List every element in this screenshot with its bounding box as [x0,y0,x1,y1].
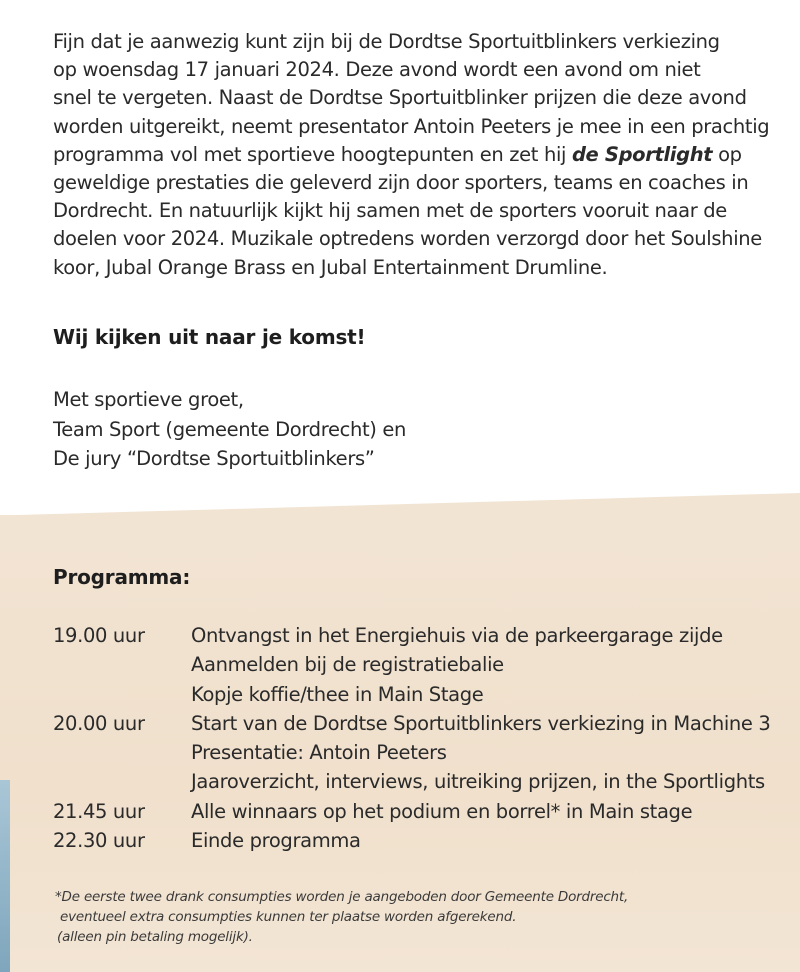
schedule-row [53,650,770,679]
schedule-time [53,680,191,709]
schedule-row [53,738,770,767]
schedule-description: Kopje koffie/thee in Main Stage [191,682,484,706]
sportlight-highlight: de Sportlight [571,142,713,166]
schedule-description: Presentatie: Antoin Peeters [191,741,447,765]
intro-line-8: doelen voor 2024. Muzikale optredens worden verzorgd door het Soulshine [53,227,762,251]
closing-heading: Wij kijken uit naar je komst! [53,325,366,349]
program-heading: Programma: [53,565,191,589]
footnote-line-2: eventueel extra consumpties kunnen ter plaatse worden afgerekend. [60,909,517,925]
intro-line-9: koor, Jubal Orange Brass en Jubal Entertainment Drumline. [53,255,608,279]
intro-line-5-start: programma vol met sportieve hoogtepunten en zet hij [53,142,572,166]
schedule-row [53,621,770,650]
edge-accent [0,780,10,972]
schedule-row [53,826,770,855]
intro-line-5 [53,141,798,169]
schedule-description: Jaaroverzicht, interviews, uitreiking prijzen, in the Sportlights [191,770,765,794]
intro-line-6: geweldige prestaties die geleverd zijn door sporters, teams en coaches in [53,171,749,195]
signoff-greeting: Met sportieve groet, [53,388,244,411]
intro-line-4: worden uitgereikt, neemt presentator Antoin Peeters je mee in een prachtig [53,114,770,138]
schedule-time [53,767,191,796]
schedule-row [53,680,770,709]
schedule-time: 21.45 uur [53,799,145,823]
schedule-time: 20.00 uur [53,711,145,735]
schedule-row [53,767,770,796]
schedule-time: 22.30 uur [53,829,145,853]
footnote [55,887,628,947]
schedule-row [53,709,770,738]
schedule-time [53,738,191,767]
footnote-line-1: *De eerste twee drank consumpties worden je aangeboden door Gemeente Dordrecht, [55,889,629,905]
signoff-team: Team Sport (gemeente Dordrecht) en [53,417,407,441]
schedule-time: 19.00 uur [53,624,145,647]
footnote-line-3: (alleen pin betaling mogelijk). [57,929,253,945]
intro-paragraph [53,28,798,282]
signoff-jury: De jury “Dordtse Sportuitblinkers” [53,447,375,470]
intro-line-1: Fijn dat je aanwezig kunt zijn bij de Dordtse Sportuitblinkers verkiezing [53,30,720,53]
intro-line-2: op woensdag 17 januari 2024. Deze avond wordt een avond om niet [53,58,701,82]
signoff [53,385,406,474]
schedule-description: Ontvangst in het Energiehuis via de parkeergarage zijde [191,624,723,647]
schedule-time [53,650,191,679]
intro-line-5-end: op [712,142,742,166]
schedule-description: Einde programma [191,829,361,853]
schedule-description: Aanmelden bij de registratiebalie [191,653,504,677]
schedule-description: Alle winnaars op het podium en borrel* in Main stage [191,799,693,823]
intro-line-7: Dordrecht. En natuurlijk kijkt hij samen met de sporters vooruit naar de [53,199,727,223]
schedule-description: Start van de Dordtse Sportuitblinkers verkiezing in Machine 3 [191,711,771,735]
intro-line-3: snel te vergeten. Naast de Dordtse Sportuitblinker prijzen die deze avond [53,86,747,110]
program-schedule [53,621,770,855]
schedule-row [53,797,770,826]
